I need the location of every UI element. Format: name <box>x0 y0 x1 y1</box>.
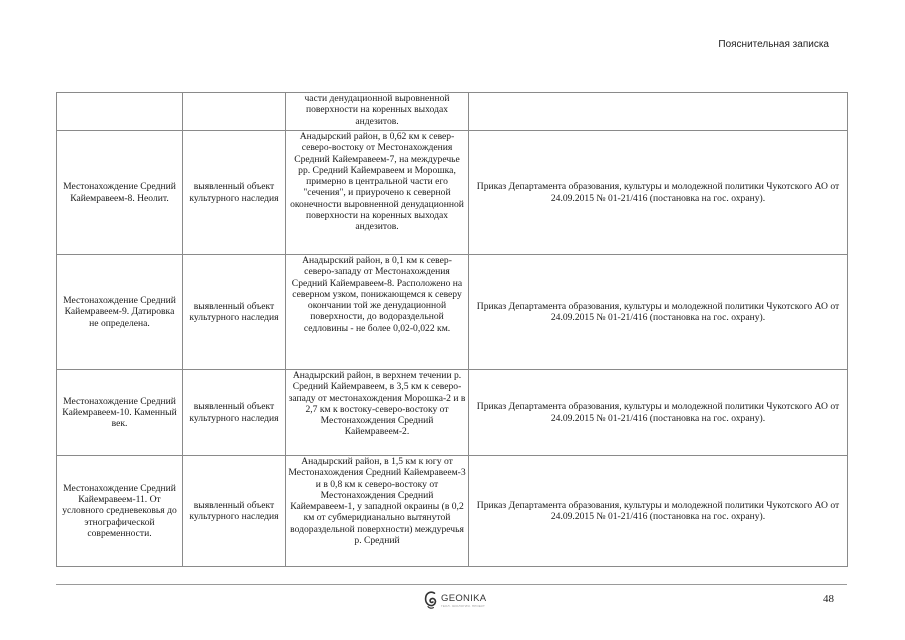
legal-document-cell: Приказ Департамента образования, культуры и молодежной политики Чукотского АО от 24.09.2015 № 01-21/416 (постановка на гос. охрану). <box>469 131 848 255</box>
logo-tagline: ГЕОЛ. ЭКОЛОГИЯ. ПРОЕКТ <box>441 603 486 608</box>
object-location-cell: Анадырский район, в верхнем течении р. Средний Кайемравеем, в 3,5 км к северо-западу от местонахождения Морошка-2 и в 2,7 км к востоку-северо-востоку от Местонахождения Средний Кайемравеем-2. <box>286 370 469 456</box>
geonika-logo-icon <box>424 590 438 610</box>
object-name-cell: Местонахождение Средний Кайемравеем-9. Датировка не определена. <box>57 255 183 370</box>
table-row <box>57 370 848 456</box>
object-location-cell: части денудационной выровненной поверхности на коренных выходах андезитов. <box>286 93 469 131</box>
object-name-cell: Местонахождение Средний Кайемравеем-11. От условного средневековья до этнографической современности. <box>57 456 183 567</box>
heritage-objects-table <box>56 92 848 567</box>
company-logo <box>424 590 486 610</box>
object-category-cell: выявленный объект культурного наследия <box>183 456 286 567</box>
legal-document-cell: Приказ Департамента образования, культуры и молодежной политики Чукотского АО от 24.09.2015 № 01-21/416 (постановка на гос. охрану). <box>469 255 848 370</box>
object-location-cell: Анадырский район, в 0,62 км к север-северо-востоку от Местонахождения Средний Кайемравеем-7, на междуречье рр. Средний Кайемравеем и Морошка, примерно в центральной части его "сечения", и приурочено к северной оконечности выровненной денудационной поверхности на коренных выходах андезитов. <box>286 131 469 255</box>
object-category-cell: выявленный объект культурного наследия <box>183 131 286 255</box>
object-location-cell: Анадырский район, в 1,5 км к югу от Местонахождения Средний Кайемравеем-3 и в 0,8 км к северо-востоку от Местонахождения Средний Кайемравеем-1, у западной окраины (в 0,2 км от субмеридианально вытянутой водораздельной поверхности) междуречья р. Средний <box>286 456 469 567</box>
legal-document-cell: Приказ Департамента образования, культуры и молодежной политики Чукотского АО от 24.09.2015 № 01-21/416 (постановка на гос. охрану). <box>469 456 848 567</box>
table-row <box>57 131 848 255</box>
object-name-cell: Местонахождение Средний Кайемравеем-8. Неолит. <box>57 131 183 255</box>
object-location-cell: Анадырский район, в 0,1 км к север-северо-западу от Местонахождения Средний Кайемравеем-8. Расположено на северном узком, понижающемся к северу окончании той же денудационной поверхности, до водораздельной седловины - не более 0,02-0,022 км. <box>286 255 469 370</box>
page-number: 48 <box>823 593 834 605</box>
table-row <box>57 93 848 131</box>
table-row <box>57 255 848 370</box>
legal-document-cell <box>469 93 848 131</box>
object-name-cell: Местонахождение Средний Кайемравеем-10. Каменный век. <box>57 370 183 456</box>
document-section-title: Пояснительная записка <box>718 39 829 50</box>
object-name-cell <box>57 93 183 131</box>
table-row <box>57 456 848 567</box>
object-category-cell <box>183 93 286 131</box>
footer-divider <box>56 584 847 585</box>
object-category-cell: выявленный объект культурного наследия <box>183 255 286 370</box>
legal-document-cell: Приказ Департамента образования, культуры и молодежной политики Чукотского АО от 24.09.2015 № 01-21/416 (постановка на гос. охрану). <box>469 370 848 456</box>
logo-name: GEONIKA <box>441 592 487 604</box>
object-category-cell: выявленный объект культурного наследия <box>183 370 286 456</box>
